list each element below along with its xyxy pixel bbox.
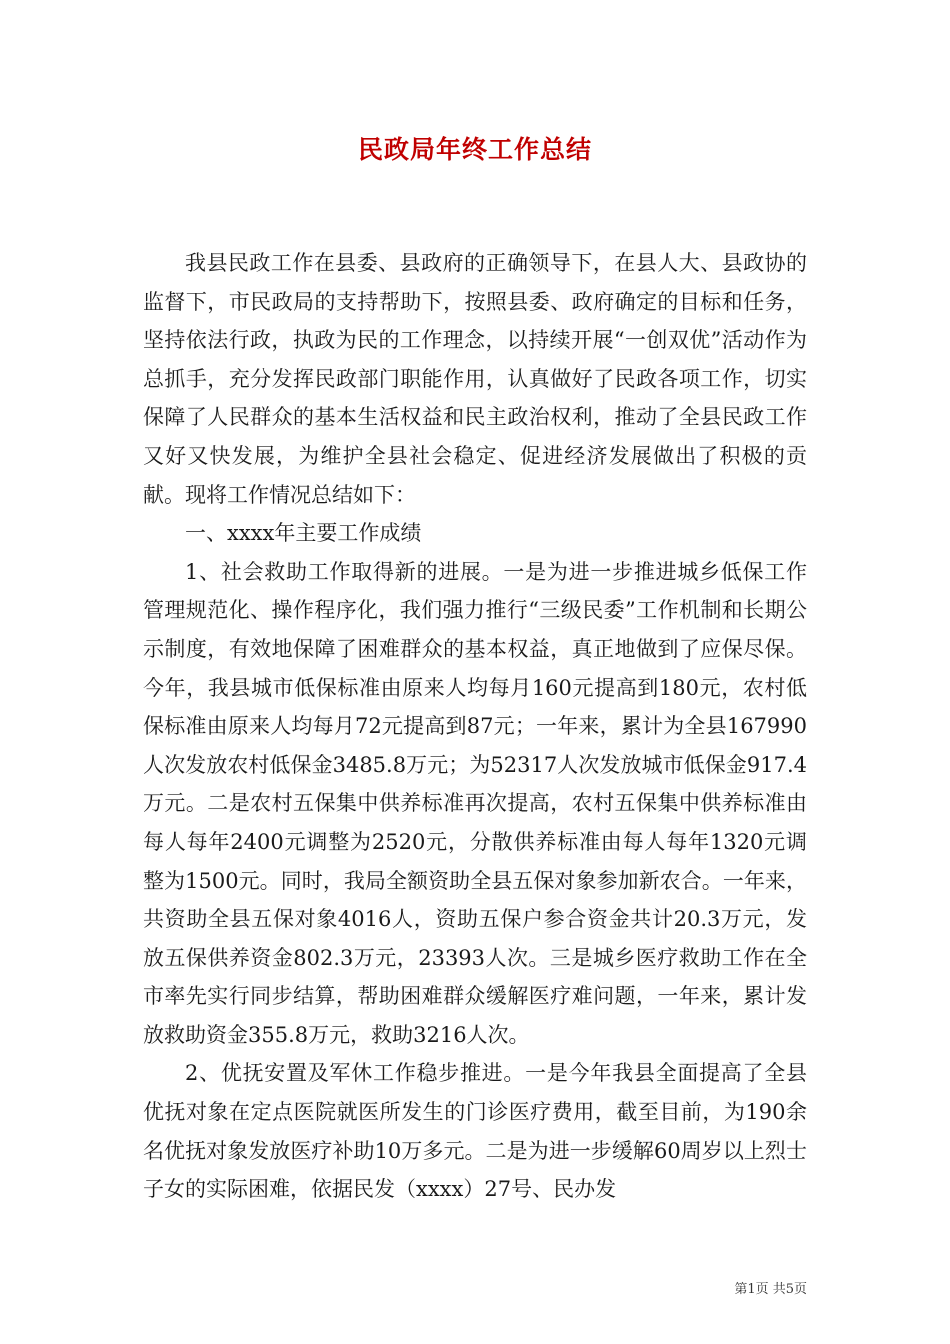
- page-number: 第1页 共5页: [734, 1282, 807, 1297]
- intro-paragraph: 我县民政工作在县委、县政府的正确领导下，在县人大、县政协的监督下，市民政局的支持帮助下，按照县委、政府确定的目标和任务，坚持依法行政，执政为民的工作理念，以持续开展“一创双优”活动作为总抓手，充分发挥民政部门职能作用，认真做好了民政各项工作，切实保障了人民群众的基本生活权益和民主政治权利，推动了全县民政工作又好又快发展，为维护全县社会稳定、促进经济发展做出了积极的贡献。现将工作情况总结如下：: [143, 251, 807, 507]
- section-heading: 一、xxxx年主要工作成绩: [185, 521, 422, 546]
- paragraph-pension-placement: 2、优抚安置及军休工作稳步推进。一是今年我县全面提高了全县优抚对象在定点医院就医所发生的门诊医疗费用，截至目前，为190余名优抚对象发放医疗补助10万多元。二是为进一步缓解60周岁以上烈士子女的实际困难，依据民发（xxxx）27号、民办发: [143, 1061, 807, 1202]
- paragraph-social-relief: 1、社会救助工作取得新的进展。一是为进一步推进城乡低保工作管理规范化、操作程序化，我们强力推行“三级民委”工作机制和长期公示制度，有效地保障了困难群众的基本权益，真正地做到了应保尽保。今年，我县城市低保标准由原来人均每月160元提高到180元，农村低保标准由原来人均每月72元提高到87元；一年来，累计为全县167990人次发放农村低保金3485.8万元；为52317人次发放城市低保金917.4万元。二是农村五保集中供养标准再次提高，农村五保集中供养标准由每人每年2400元调整为2520元，分散供养标准由每人每年1320元调整为1500元。同时，我局全额资助全县五保对象参加新农合。一年来，共资助全县五保对象4016人，资助五保户参合资金共计20.3万元，发放五保供养资金802.3万元，23393人次。三是城乡医疗救助工作在全市率先实行同步结算，帮助困难群众缓解医疗难问题，一年来，累计发放救助资金355.8万元，救助3216人次。: [143, 559, 807, 1047]
- document-title: 民政局年终工作总结: [357, 135, 592, 164]
- document-body: [143, 244, 807, 1209]
